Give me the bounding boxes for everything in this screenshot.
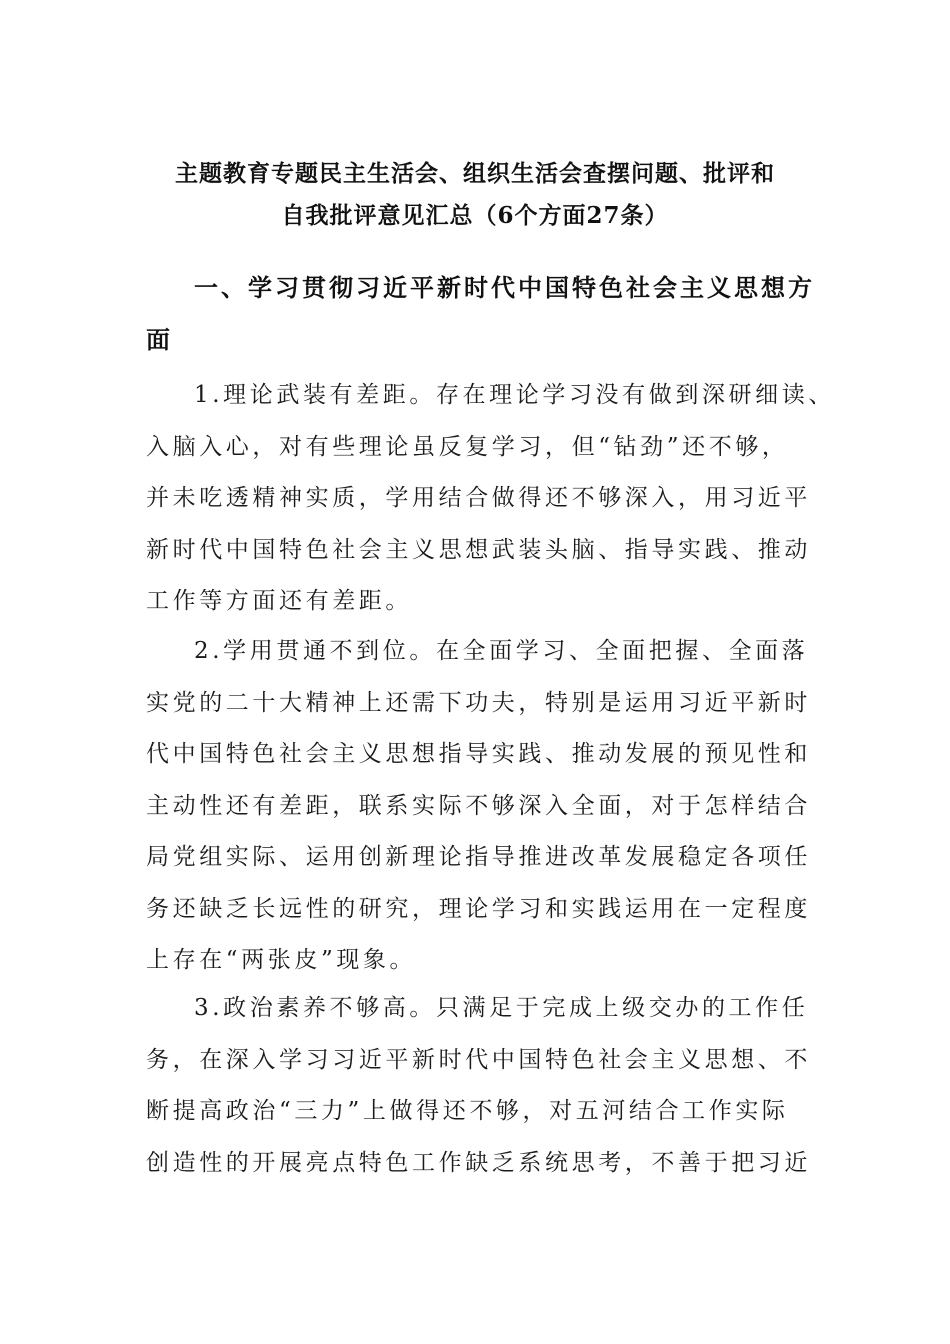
document-title-line: 主题教育专题民主生活会、组织生活会查摆问题、批评和 (175, 160, 775, 187)
paragraph-line: 并未吃透精神实质，学用结合做得还不够深入，用习近平 (146, 485, 811, 511)
paragraph-line: 断提高政治“三力”上做得还不够，对五河结合工作实际 (146, 1098, 789, 1124)
paragraph-line: 务还缺乏长远性的研究，理论学习和实践运用在一定程度 (146, 895, 811, 922)
paragraph-line: 局党组实际、运用创新理论指导推进改革发展稳定各项任 (146, 844, 811, 870)
paragraph-line: 创造性的开展亮点特色工作缺乏系统思考，不善于把习近 (146, 1149, 811, 1176)
paragraph-3 (146, 983, 826, 1189)
paragraph-line: 主动性还有差距，联系实际不够深入全面，对于怎样结合 (146, 792, 811, 819)
paragraph-line: 1.理论武装有差距。存在理论学习没有做到深研细读、 (194, 382, 835, 408)
paragraph-line: 务，在深入学习习近平新时代中国特色社会主义思想、不 (146, 1046, 811, 1073)
paragraph-line: 新时代中国特色社会主义思想武装头脑、指导实践、推动 (146, 536, 811, 563)
document-title (120, 153, 830, 237)
paragraph-line: 实党的二十大精神上还需下功夫，特别是运用习近平新时 (146, 689, 811, 716)
paragraph-line: 代中国特色社会主义思想指导实践、推动发展的预见性和 (146, 741, 811, 767)
paragraph-line: 入脑入心，对有些理论虽反复学习，但“钻劲”还不够， (146, 433, 789, 460)
paragraph-line: 上存在“两张皮”现象。 (146, 947, 417, 973)
paragraph-1 (146, 370, 835, 628)
paragraph-2 (146, 626, 826, 987)
document-title-line: 自我批评意见汇总（6个方面27条） (281, 202, 669, 229)
section-heading: 一、学习贯彻习近平新时代中国特色社会主义思想方面 (146, 273, 815, 354)
paragraph-line: 2.学用贯通不到位。在全面学习、全面把握、全面落 (194, 638, 809, 664)
paragraph-line: 工作等方面还有差距。 (146, 588, 412, 614)
paragraph-line: 3.政治素养不够高。只满足于完成上级交办的工作任 (194, 995, 809, 1021)
